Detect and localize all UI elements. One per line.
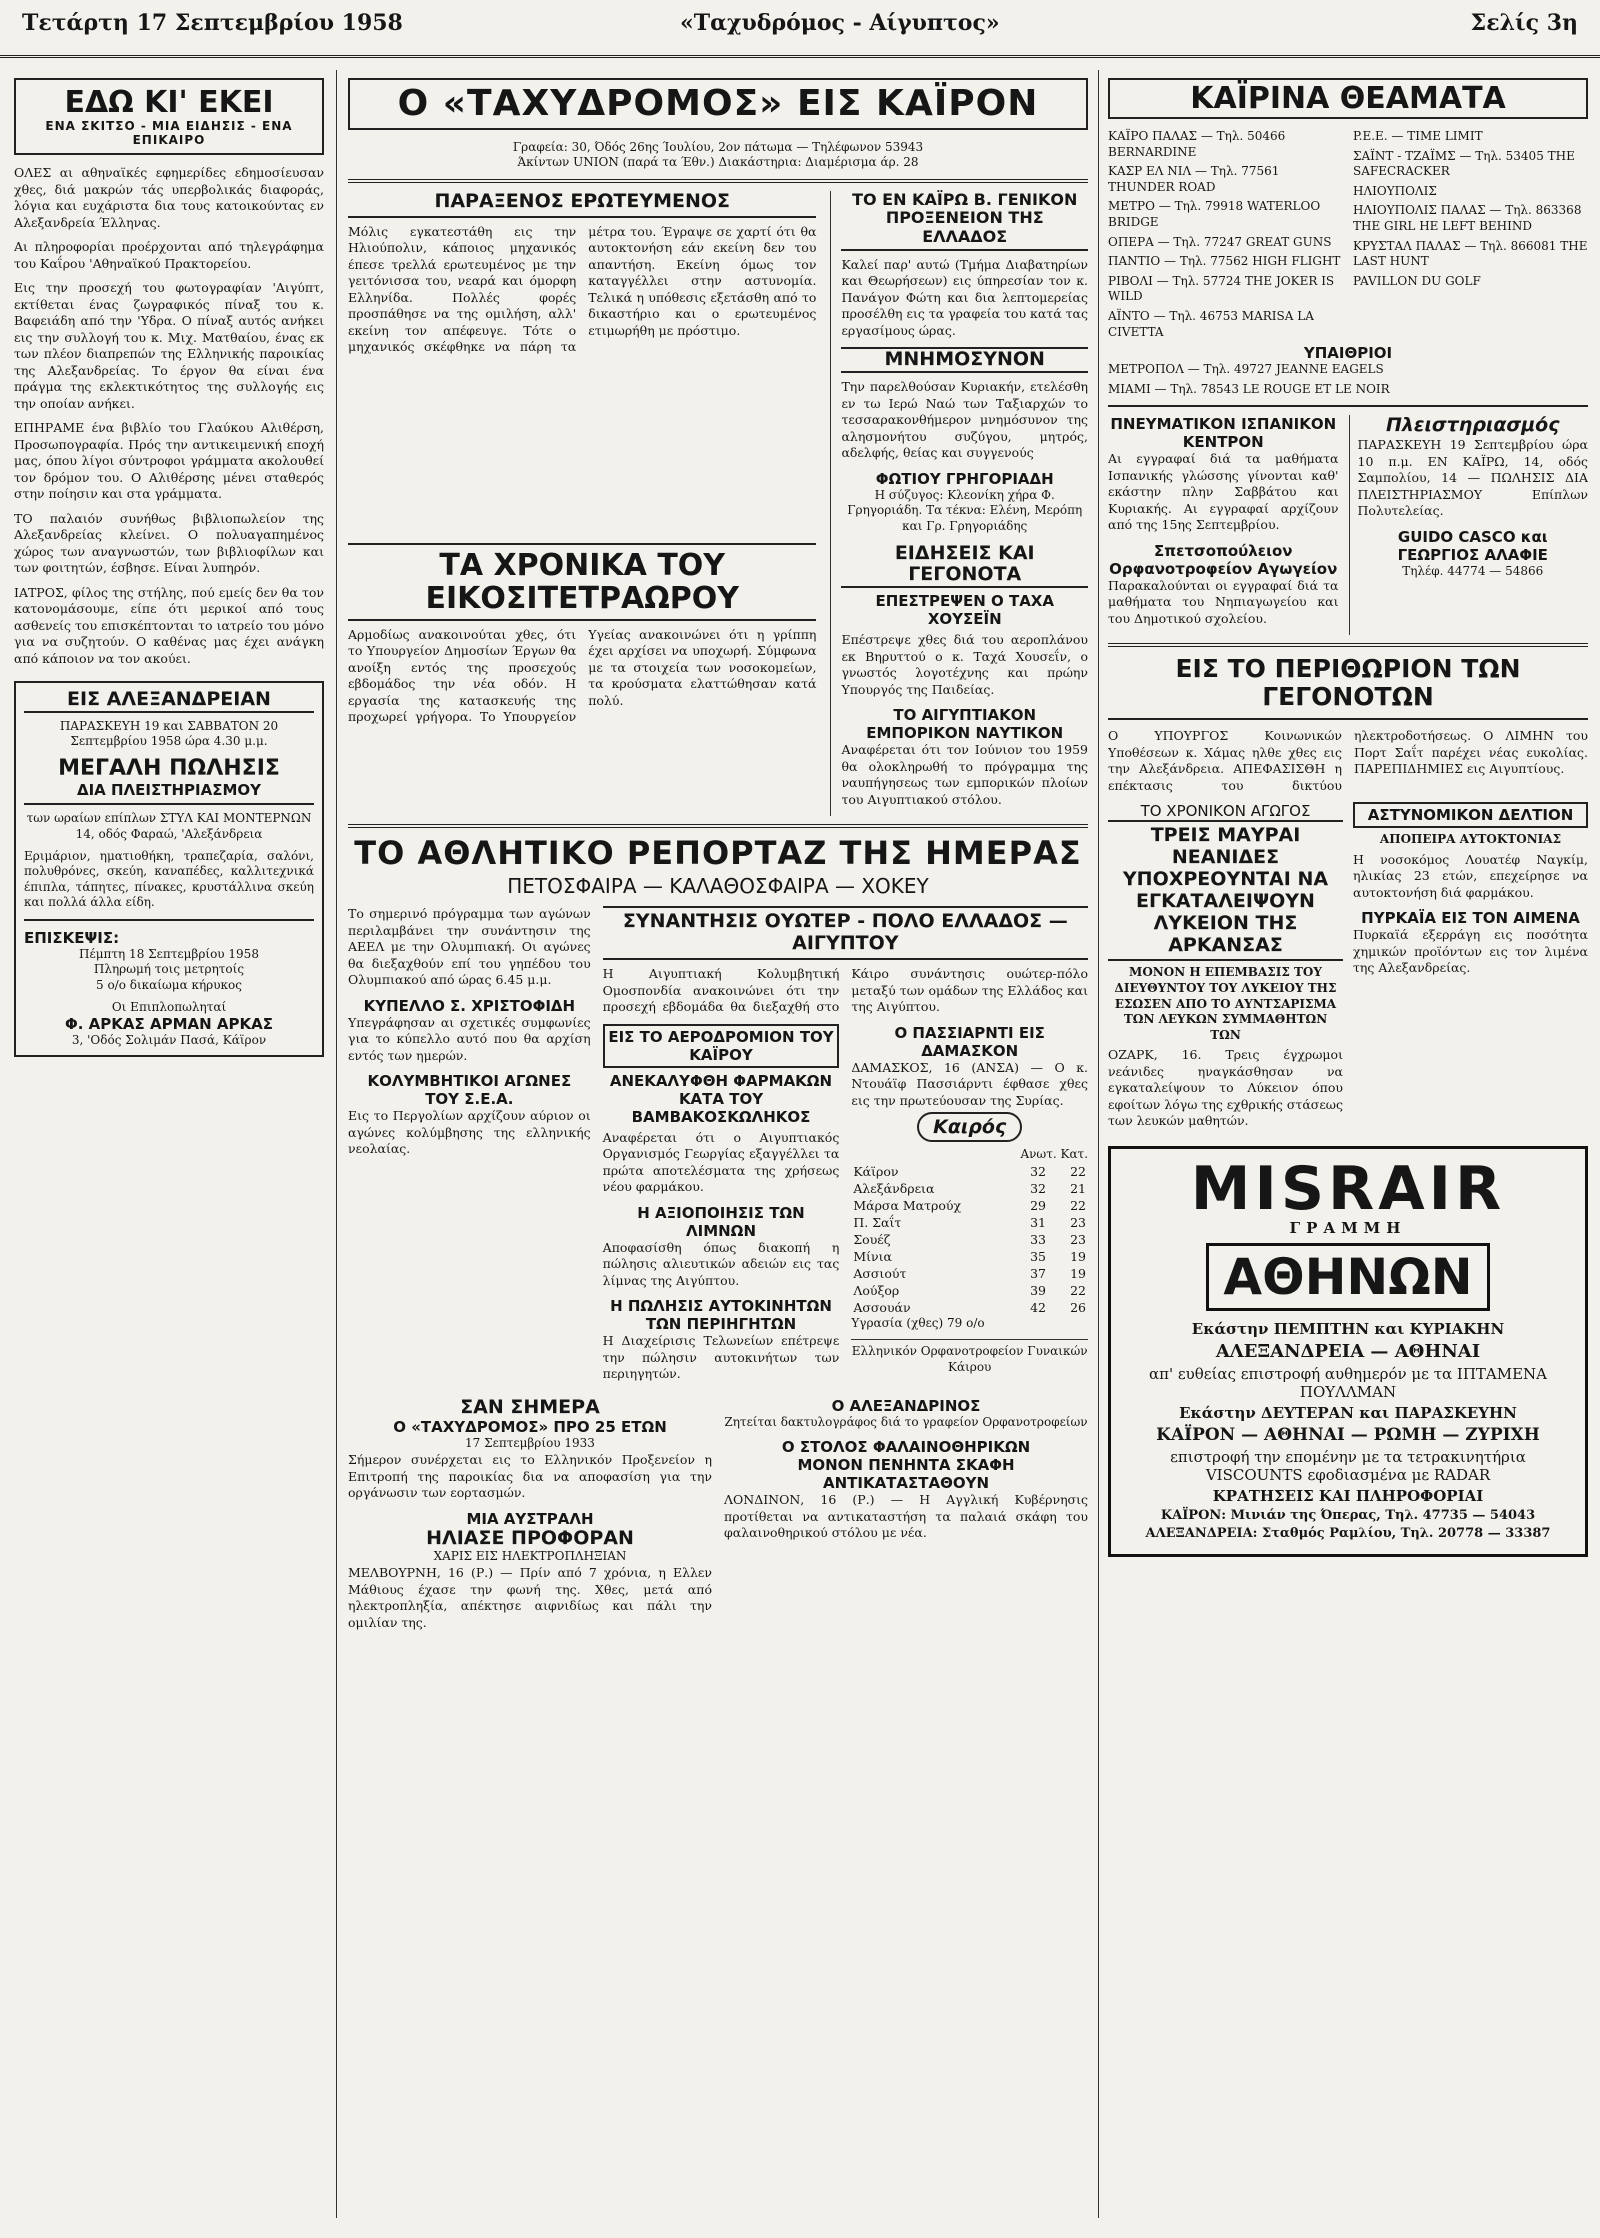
- cinema-listing: ΚΑΪΡΟ ΠΑΛΑΣ — Τηλ. 50466 BERNARDINE: [1108, 129, 1286, 159]
- notice-title: ΤΟ ΕΝ ΚΑΪΡΩ Β. ΓΕΝΙΚΟΝ ΠΡΟΞΕΝΕΙΟΝ ΤΗΣ ΕΛΛΑΔΟΣ: [841, 191, 1088, 251]
- ad-l9: ΑΛΕΞΑΝΔΡΕΙΑ: Σταθμός Ραμλίου, Τηλ. 20778 — 33387: [1145, 1525, 1551, 1541]
- anniversary: [348, 1397, 712, 1639]
- sport-col-1: [348, 906, 591, 1390]
- article-text: ΕΠΗΡΑΜΕ ένα βιβλίο του Γλαύκου Αλιθέρση, Προσωπογραφία. Πρός την αντικειμενική εποχή μας, όπου λίγοι σύντροφοι γράμματα ακολουθεί τον δρόμον του. Ο Αλιθέρσης μένει σταθερός στην ποίησιν και στα γράμματα.: [14, 420, 324, 501]
- ad-terms: Πληρωμή τοις μετρητοίς: [93, 962, 245, 977]
- news-text: Επέστρεψε χθες διά του αεροπλάνου εκ Βηρυττού ο κ. Ταχά Χουσεΐν, ο γνωστός λογοτέχνης και πρώην Υπουργός της Παιδείας.: [841, 632, 1088, 697]
- article-text: Εις την προσεχή του φωτογραφίαν 'Αιγύπτ, εκτίθεται ένας ζωγραφικός πίναξ του κ. Βαφειάδη από την 'Υδρα. Ο πίναξ αυτός ανήκει εις την συλλογή του κ. Μιχ. Ματθαίου, ένας εκ των πλέον διαπρεπών της Ελληνικής παροικίας της Αλεξανδρείας. Το έργον θα είναι ένα πράγμα της εκλεκτικότητος της συλλογής εις την οποίαν ανήκει.: [14, 280, 324, 411]
- weather-note: Υγρασία (χθες) 79 ο/ο: [851, 1315, 985, 1330]
- ad-line: ΓΡΑΜΜΗ: [1289, 1218, 1407, 1237]
- column-2: [348, 78, 1088, 2222]
- open-air-list: [1108, 362, 1588, 397]
- naut-title: ΤΟ ΑΙΓΥΠΤΙΑΚΟΝ ΕΜΠΟΡΙΚΟΝ ΝΑΥΤΙΚΟΝ: [866, 706, 1064, 743]
- police-bulletin: [1353, 802, 1588, 1138]
- cinema-listing: ΜΕΤΡΟ — Τηλ. 79918 WATERLOO BRIDGE: [1108, 199, 1321, 229]
- issue-date: Τετάρτη 17 Σεπτεμβρίου 1958: [22, 10, 403, 36]
- weather-temp: 23: [1070, 1214, 1087, 1230]
- past-title: ΤΟ ΧΡΟΝΙΚΟΝ ΑΓΩΓΟΣ: [1140, 802, 1311, 821]
- cinema-listing: PAVILLON DU GOLF: [1353, 273, 1481, 288]
- auction-title: Πλειστηριασμός: [1385, 414, 1560, 437]
- memorial-name: ΦΩΤΙΟΥ ΓΡΗΓΟΡΙΑΔΗ: [875, 469, 1054, 488]
- sw-sub: ΜΟΝΟΝ ΠΕΝΗΝΤΑ ΣΚΑΦΗ ΑΝΤΙΚΑΤΑΣΤΑΘΟΥΝ: [797, 1456, 1015, 1493]
- story-title: ΠΑΡΑΞΕΝΟΣ ΕΡΩΤΕΥΜΕΝΟΣ: [348, 191, 816, 218]
- cinemas-grid: [1108, 129, 1588, 344]
- weather-temp: 22: [1070, 1197, 1087, 1213]
- ad-l6: επιστροφή την επομένην με τα τετρακινητήρια VISCOUNTS εφοδιασμένα με RADAR: [1170, 1447, 1526, 1484]
- weather-city: Κάϊρον: [853, 1163, 899, 1179]
- weather-temp: 19: [1070, 1248, 1087, 1264]
- orph2-title: Σπετσοπούλειον Ορφανοτροφείον Αγωγείον: [1109, 541, 1338, 578]
- article-text: ΤΟ παλαιόν συνήθως βιβλιοπωλείον της Αλεξανδρείας κλείνει. Ο πολυαγαπημένος χώρος των αναγνωστών, των βιβλιοφίλων και των φοιτητών, έσβησε. Είναι λυπηρόν.: [14, 510, 324, 575]
- weather-row: [851, 1197, 1088, 1214]
- weather-row: [851, 1231, 1088, 1248]
- astyn-title: ΑΣΤΥΝΟΜΙΚΟΝ ΔΕΛΤΙΟΝ: [1353, 802, 1588, 828]
- auction-notice: [1349, 415, 1589, 635]
- memorial-title: ΜΝΗΜΟΣΥΝΟΝ: [841, 347, 1088, 373]
- three-title: ΤΡΕΙΣ ΜΑΥΡΑΙ ΝΕΑΝΙΔΕΣ ΥΠΟΧΡΕΟΥΝΤΑΙ ΝΑ ΕΓΚΑΤΑΛΕΙΨΟΥΝ ΛΥΚΕΙΟΝ ΤΗΣ ΑΡΚΑΝΣΑΣ: [1108, 820, 1343, 961]
- car-text: Η Διαχείρισις Τελωνείων επέτρεψε την πώλησιν αυτοκινήτων των περιηγητών.: [602, 1333, 840, 1382]
- ad-l7: ΚΡΑΤΗΣΕΙΣ ΚΑΙ ΠΛΗΡΟΦΟΡΙΑΙ: [1212, 1486, 1484, 1505]
- center-top-row: [348, 191, 1088, 543]
- anniv-text: Σήμερον συνέρχεται εις το Ελληνικόν Προξενείον η Επιτροπή της παροικίας δια να αποφασίση για την οργάνωσιν των εορτασμών.: [348, 1452, 712, 1501]
- port-text: Αποφασίσθη όπως διακοπή η πώλησις αλιευτικών αδειών εις τας λίμνας της Αιγύπτου.: [602, 1239, 840, 1288]
- sw-title: Ο ΣΤΟΛΟΣ ΦΑΛΑΙΝΟΘΗΡΙΚΩΝ: [781, 1438, 1031, 1457]
- orphanage-notice: Ελληνικόν Ορφανοτροφείον Γυναικών Κάιρου: [851, 1339, 1088, 1375]
- cinemas-title: ΚΑΪΡΙΝΑ ΘΕΑΜΑΤΑ: [1190, 81, 1506, 116]
- center-header: Ο «ΤΑΧΥΔΡΟΜΟΣ» ΕΙΣ ΚΑΪΡΟΝ: [397, 83, 1039, 124]
- ad-auctioneers: Οι Επιπλοπωληταί: [111, 999, 227, 1014]
- air-title: ΕΙΣ ΤΟ ΑΕΡΟΔΡΟΜΙΟΝ ΤΟΥ ΚΑΪΡΟΥ: [603, 1024, 840, 1068]
- astyn-text: Η νοσοκόμος Λουατέφ Ναγκίμ, ηλικίας 23 ετών, επεχείρησε να αυτοκτονήση διά φαρμάκου.: [1353, 851, 1588, 900]
- naut-text: Αναφέρεται ότι τον Ιούνιον του 1959 θα ολοκληρωθή το πρόγραμμα της ναυπήγησεως των εμπορικών πλοίων του Αιγυπτιακού στόλου.: [841, 742, 1088, 807]
- office-address-2: Άκίντων UNION (παρά τα Έθν.) Διακάστηρια: Διαμέρισμα άρ. 28: [517, 155, 919, 170]
- weather-city: Ασσιούτ: [853, 1265, 907, 1281]
- weather-temp: 31: [1030, 1214, 1047, 1230]
- weather-city: Λούξορ: [853, 1282, 900, 1298]
- weather-row: [851, 1214, 1088, 1231]
- cinema-listing: ΟΠΕΡΑ — Τηλ. 77247 GREAT GUNS: [1108, 234, 1332, 249]
- weather-temp: 42: [1030, 1299, 1047, 1315]
- swim-text: Εις το Περγολίων αρχίζουν αύριον οι αγώνες κολύμβησης της ελληνικής νεολαίας.: [348, 1108, 591, 1157]
- air-text: Αναφέρεται ότι ο Αιγυπτιακός Οργανισμός Γεωργίας εξαγγέλλει τα πρώτα αποτελέσματα της χρήσεως νέου φαρμάκου.: [602, 1129, 840, 1195]
- story-text: Αρμοδίως ανακοινούται χθες, ότι το Υπουργείον Δημοσίων Έργων θα ανοίξη εντός της προσεχούς εβδομάδος την νέα οδόν. Η εργασία της κατασκευής της προχωρεί γρήγορα. Το Υπουργείον Υγείας ανακοινώνει ότι η γρίππη έχει αρχίσει να υποχωρή. Σύμφωνα με τα στοιχεία των νοσοκομείων, τα κρούσματα ελαττώθησαν κατά πολύ.: [348, 626, 817, 725]
- aus-title: ΜΙΑ ΑΥΣΤΡΑΛΗ: [466, 1509, 594, 1528]
- ad-l8: ΚΑΪΡΟΝ: Μινιάν της Όπερας, Τηλ. 47735 — 54043: [1160, 1507, 1536, 1523]
- sport-col-2: [603, 906, 1088, 1390]
- lower-center: [603, 1024, 1088, 1391]
- misrair-ad: [1108, 1146, 1588, 1557]
- weather-temp: 29: [1030, 1197, 1047, 1213]
- cinema-listing: ΠΑΝΤΙΟ — Τηλ. 77562 HIGH FLIGHT: [1108, 254, 1341, 269]
- sport-title: ΤΟ ΑΘΛΗΤΙΚΟ ΡΕΠΟΡΤΑΖ ΤΗΣ ΗΜΕΡΑΣ: [354, 834, 1082, 873]
- ad-l2: ΑΛΕΞΑΝΔΡΕΙΑ — ΑΘΗΝΑΙ: [1215, 1340, 1481, 1362]
- weather-story: [851, 1024, 1088, 1391]
- center-mid-row: [348, 543, 1088, 817]
- story-text: Μόλις εγκατεστάθη εις την Ηλιούπολιν, κάποιος μηχανικός έπεσε τρελλά ερωτευμένος με την γειτόνισσα του, νεαρά και όμορφη Ελληνίδα. Πολλές φορές προσπάθησε να της ομιλήση, αλλ' εκείνη τον απέφευγε. Τότε ο μηχανικός σκέφθηκε να πάρη τα μέτρα του. Έγραψε σε χαρτί ότι θα αυτοκτονήση εάν εκείνη δεν του απαντήση. Εκείνη όμως τον καταγγέλλει στην αστυνομία. Τελικά η υπόθεσις εξετάσθη από το δικαστήριο και ο ερωτευμένος ετιμωρήθη με πρόστιμο.: [348, 223, 817, 355]
- ad-event: ΜΕΓΑΛΗ ΠΩΛΗΣΙΣ: [58, 756, 280, 782]
- weather-city: Σουέζ: [853, 1231, 891, 1247]
- news-sub: ΕΠΕΣΤΡΕΨΕΝ Ο ΤΑΧΑ ΧΟΥΣΕΪΝ: [875, 592, 1054, 629]
- sw-text: ΛΟΝΔΙΝΟΝ, 16 (Ρ.) — Η Αγγλική Κυβέρνησις προτίθεται να αντικαταστήση τα παλαιά σκάφη του φαλαινοθηρικού στόλου με νέα.: [724, 1492, 1088, 1541]
- ad-sub: ΔΙΑ ΠΛΕΙΣΤΗΡΙΑΣΜΟΥ: [24, 781, 314, 805]
- weather-temp: 19: [1070, 1265, 1087, 1281]
- weather-head: Ανωτ. Κατ.: [1020, 1146, 1088, 1161]
- auction-tel: Τηλέφ. 44774 — 54866: [1402, 563, 1544, 578]
- orph-title: Ο ΑΛΕΞΑΝΔΡΙΝΟΣ: [831, 1396, 981, 1415]
- cinema-listing: ΗΛΙΟΥΠΟΛΙΣ: [1353, 183, 1437, 198]
- black-girls-story: [1108, 802, 1343, 1138]
- weather-temp: 33: [1030, 1231, 1047, 1247]
- weather-temp: 26: [1070, 1299, 1087, 1315]
- article-text: Αι πληροφορίαι προέρχονται από τηλεγράφημα του Καΐρου 'Αθηναϊκού Πρακτορείου.: [14, 239, 324, 271]
- anniv-date: 17 Σεπτεμβρίου 1933: [465, 1436, 595, 1451]
- weather-temp: 21: [1070, 1180, 1087, 1196]
- weather-temp: 32: [1030, 1180, 1047, 1196]
- ad-commission: 5 ο/ο δικαίωμα κήρυκος: [96, 978, 242, 993]
- cinema-listing: ΜΙΑΜΙ — Τηλ. 78543 LE ROUGE ET LE NOIR: [1108, 381, 1390, 396]
- notice-text: Καλεί παρ' αυτώ (Τμήμα Διαβατηρίων και Θεωρήσεων) εις ύπηρεσίαν τον κ. Πανάγον Φώτη και δια λεπτομερείας προσέλθη εις τα γραφεία του κατά τας εργασίμους ώρας.: [841, 256, 1088, 338]
- fire-title: ΠΥΡΚΑΪΑ ΕΙΣ ΤΟΝ ΑΙΜΕΝΑ: [1361, 909, 1580, 928]
- ad-names: Φ. ΑΡΚΑΣ ΑΡΜΑΝ ΑΡΚΑΣ: [65, 1015, 273, 1034]
- cinema-listing: ΑΪΝΤΟ — Τηλ. 46753 MARISA LA CIVETTA: [1108, 308, 1314, 339]
- cinema-listing: ΜΕΤΡΟΠΟΛ — Τηλ. 49727 JEANNE EAGELS: [1108, 362, 1384, 377]
- cinema-listing: P.E.E. — TIME LIMIT: [1353, 129, 1483, 143]
- weather-table: [851, 1163, 1088, 1316]
- col3-mid: [1108, 415, 1588, 635]
- office-address: Γραφεία: 30, Όδός 26ης Ίουλίου, 2ον πάτωμα — Τηλέφωνον 53943: [512, 139, 924, 154]
- weather-row: [851, 1180, 1088, 1197]
- three-sub: ΜΟΝΟΝ Η ΕΠΕΜΒΑΣΙΣ ΤΟΥ ΔΙΕΥΘΥΝΤΟΥ ΤΟΥ ΛΥΚΕΙΟΥ ΤΗΣ ΕΣΩΣΕΝ ΑΠΟ ΤΟ ΑΥΝΤΣΑΡΙΣΜΑ ΤΩΝ ΛΕΥΚΩΝ ΣΥΜΜΑΘΗΤΩΝ ΤΩΝ: [1114, 965, 1337, 1042]
- masthead: [0, 0, 1600, 58]
- perith-text: Ο ΥΠΟΥΡΓΟΣ Κοινωνικών Υποθέσεων κ. Χάμας ηλθε χθες εις την Αλεξάνδρεια. ΑΠΕΦΑΣΙΣΘΗ η επέκτασις του δικτύου ηλεκτροδοτήσεως. Ο ΛΙΜΗΝ του Πορτ Σαΐτ παρέχει νέας ευκολίας. ΠΑΡΕΠΙΔΗΜΙΕΣ εις Αιγυπτίους.: [1108, 728, 1588, 793]
- memorial-signature: Η σύζυγος: Κλεονίκη χήρα Φ. Γρηγοριάδη. Τα τέκνα: Ελένη, Μερόπη και Γρ. Γρηγοριάδης: [847, 487, 1083, 533]
- weather-city: Μίνια: [853, 1248, 892, 1264]
- weather-row: [851, 1248, 1088, 1265]
- swim-title: ΚΟΛΥΜΒΗΤΙΚΟΙ ΑΓΩΝΕΣ ΤΟΥ Σ.Ε.Α.: [367, 1072, 572, 1109]
- weather-temp: 23: [1070, 1231, 1087, 1247]
- edo-ki-ekei-header: [14, 78, 324, 155]
- three-text: ΟΖΑΡΚ, 16. Τρεις έγχρωμοι νεάνιδες ηναγκάσθησαν να εγκαταλείψουν το Λύκειον όπου εφοίτων λόγω της εχθρικής στάσεως των λευκών μαθητών.: [1108, 1047, 1343, 1129]
- weather-label: Καιρός: [917, 1112, 1022, 1142]
- air-sub: ΑΝΕΚΑΛΥΦΘΗ ΦΑΡΜΑΚΩΝ ΚΑΤΑ ΤΟΥ ΒΑΜΒΑΚΟΣΚΩΛΗΚΟΣ: [609, 1071, 833, 1126]
- ad-l4: Εκάστην ΔΕΥΤΕΡΑΝ και ΠΑΡΑΣΚΕΥΗΝ: [1179, 1403, 1517, 1422]
- memorial-text: Την παρελθούσαν Κυριακήν, ετελέσθη εν τω Ιερώ Ναώ των Ταξιαρχών το τεσσαρακονθήμερον μνημόσυνον της αλησμονήτου συζύγου, μητρός, αδελφής, θείας και συγγενούς: [841, 379, 1088, 461]
- cinema-listing: ΣΑΪΝΤ - ΤΖΑΪΜΣ — Τηλ. 53405 THE SAFECRACKER: [1353, 148, 1575, 179]
- ad-l1: Εκάστην ΠΕΜΠΤΗΝ και ΚΥΡΙΑΚΗΝ: [1191, 1319, 1505, 1338]
- weather-city: Π. Σαΐτ: [853, 1214, 902, 1230]
- ad-dates: ΠΑΡΑΣΚΕΥΗ 19 και ΣΑΒΒΑΤΟΝ 20 Σεπτεμβρίου 1958 ώρα 4.30 μ.μ.: [59, 718, 279, 749]
- open-air-title: ΥΠΑΙΘΡΙΟΙ: [1303, 344, 1393, 363]
- ad-destination: ΑΘΗΝΩΝ: [1206, 1243, 1489, 1311]
- auction-text: ΠΑΡΑΣΚΕΥΗ 19 Σεπτεμβρίου ώρα 10 π.μ. ΕΝ ΚΑΪΡΩ, 14, οδός Σαμπολίου, 14 — ΠΩΛΗΣΙΣ ΔΙΑ ΠΛΕΙΣΤΗΡΙΑΣΜΟΥ Επίπλων Πολυτελείας.: [1357, 437, 1588, 519]
- weather-temp: 32: [1030, 1163, 1047, 1179]
- aus-sub2: ΧΑΡΙΣ ΕΙΣ ΗΛΕΚΤΡΟΠΛΗΞΙΑΝ: [433, 1549, 627, 1564]
- news-events: [830, 543, 1088, 817]
- weather-box: [851, 1117, 1088, 1139]
- cinema-listing: ΚΑΣΡ ΕΛ ΝΙΛ — Τηλ. 77561 THUNDER ROAD: [1108, 164, 1280, 194]
- cinema-listing: ΗΛΙΟΥΠΟΛΙΣ ΠΑΛΑΣ — Τηλ. 863368 THE GIRL HE LEFT BEHIND: [1353, 203, 1582, 233]
- article-text: ΙΑΤΡΟΣ, φίλος της στήλης, πού εμείς δεν θα τον κατονομάσουμε, είπε ότι μερικοί από τους ασθενείς του επισκέπτονται το ιατρείο του μόνο για να συζητούν. Ο καθένας μας έχει ανάγκη από κάποιον να τον ακούει.: [14, 584, 324, 666]
- anniv-title: ΣΑΝ ΣΗΜΕΡΑ: [460, 1395, 600, 1418]
- weather-row: [851, 1265, 1088, 1282]
- pt-text: ΔΑΜΑΣΚΟΣ, 16 (ΑΝΣΑ) — Ο κ. Ντουάϊφ Πασσιάρντι έφθασε χθες εις την πρωτεύουσαν της Συρίας.: [851, 1059, 1088, 1108]
- story-title: ΤΑ ΧΡΟΝΙΚΑ ΤΟΥ ΕΙΚΟΣΙΤΕΤΡΑΩΡΟΥ: [348, 543, 816, 621]
- ad-title: ΕΙΣ ΑΛΕΞΑΝΔΡΕΙΑΝ: [24, 689, 314, 713]
- article-text: ΟΛΕΣ αι αθηναϊκές εφημερίδες εδημοσίευσαν χθες, διά μακρών τάς υπερβολικάς διαφοράς, λόγια και ευχάριστα δια τους κατοικούντας εν Αλεξανδρεία Έλληνας.: [14, 165, 324, 230]
- aus-sub: ΗΛΙΑΣΕ ΠΡΟΦΟΡΑΝ: [426, 1526, 634, 1549]
- section-title: ΕΔΩ ΚΙ' ΕΚΕΙ: [64, 85, 274, 120]
- cup-title: ΚΥΠΕΛΛΟ Σ. ΧΡΙΣΤΟΦΙΔΗ: [363, 996, 576, 1015]
- section-subtitle: ΕΝΑ ΣΚΙΤΣΟ - ΜΙΑ ΕΙΔΗΣΙΣ - ΕΝΑ ΕΠΙΚΑΙΡΟ: [45, 119, 293, 147]
- sport-sub: ΠΕΤΟΣΦΑΙΡΑ — ΚΑΛΑΘΟΣΦΑΙΡΑ — ΧΟΚΕΥ: [507, 874, 929, 899]
- ad-l5: ΚΑΪΡΟΝ — ΑΘΗΝΑΙ — ΡΩΜΗ — ΖΥΡΙΧΗ: [1156, 1424, 1540, 1445]
- news-title: ΕΙΔΗΣΕΙΣ ΚΑΙ ΓΕΓΟΝΟΤΑ: [841, 543, 1088, 589]
- weather-temp: 22: [1070, 1163, 1087, 1179]
- ad-venue: των ωραίων επίπλων ΣΤΥΛ ΚΑΙ ΜΟΝΤΕΡΝΩΝ 14, οδός Φαραώ, 'Αλεξάνδρεια: [26, 811, 312, 841]
- pt-title: Ο ΠΑΣΣΙΑΡΝΤΙ ΕΙΣ ΔΑΜΑΣΚΟΝ: [894, 1023, 1045, 1060]
- cinema-listing: ΡΙΒΟΛΙ — Τηλ. 57724 THE JOKER IS WILD: [1108, 273, 1335, 304]
- weather-temp: 37: [1030, 1265, 1047, 1281]
- ad-visit-date: Πέμπτη 18 Σεπτεμβρίου 1958: [79, 946, 259, 961]
- taxydromos-header: [348, 78, 1088, 130]
- story-strange-lover: [348, 191, 816, 543]
- consulate-notice: [830, 191, 1088, 543]
- polo-text: Η Αιγυπτιακή Κολυμβητική Ομοσπονδία ανακοινώνει ότι την προσεχή εβδομάδα θα διεξαχθή στο Κάιρο συνάντησις ουώτερ-πόλο μεταξύ των ομάδων της Ελλάδος και της Αιγύπτου.: [602, 966, 1088, 1015]
- astyn-sub: ΑΠΟΠΕΙΡΑ ΑΥΤΟΚΤΟΝΙΑΣ: [1379, 832, 1562, 847]
- car-title: Η ΠΩΛΗΣΙΣ ΑΥΤΟΚΙΝΗΤΩΝ ΤΩΝ ΠΕΡΙΗΓΗΤΩΝ: [610, 1297, 832, 1334]
- weather-temp: 39: [1030, 1282, 1047, 1298]
- col3-lower: [1108, 802, 1588, 1138]
- sport-text: Το σημερινό πρόγραμμα των αγώνων περιλαμβάνει την συνάντησιν της ΑΕΕΛ με την Ολυμπιακή. Οι αγώνες θα διεξαχθούν επί του γηπέδου του Ολυμπιακού από ώρας 6.45 μ.μ.: [348, 906, 591, 988]
- fire-text: Πυρκαϊά εξερράγη εις ποσότητα χημικών προϊόντων εις τον λιμένα της Αλεξανδρείας.: [1353, 927, 1588, 976]
- ad-address: 3, 'Οδός Σολιμάν Πασά, Κάϊρον: [71, 1033, 267, 1048]
- orph-sub: Ζητείται δακτυλογράφος διά το γραφείον Ορφανοτροφείων: [724, 1414, 1088, 1429]
- weather-row: [851, 1163, 1088, 1180]
- weather-temp: 22: [1070, 1282, 1087, 1298]
- ad-text: Εριμάριον, ηματιοθήκη, τραπεζαρία, σαλόνι, πολυθρόνες, σκεύη, καναπέδες, καλλιτεχνικά έπιπλα, τάπητες, πίνακες, κρυστάλλινα σκεύη και πολλά άλλα είδη.: [24, 848, 314, 910]
- sport-columns: [348, 906, 1088, 1390]
- weather-row: [851, 1299, 1088, 1316]
- weather-city: Ασσουάν: [853, 1299, 911, 1315]
- whaling-story: [724, 1397, 1088, 1639]
- cinema-listing: ΚΡΥΣΤΑΛ ΠΑΛΑΣ — Τηλ. 866081 THE LAST HUNT: [1353, 238, 1588, 269]
- story-24h: [348, 543, 816, 817]
- perith-title: ΕΙΣ ΤΟ ΠΕΡΙΘΩΡΙΟΝ ΤΩΝ ΓΕΓΟΝΟΤΩΝ: [1175, 654, 1521, 711]
- column-1: [14, 78, 324, 2222]
- column-3: [1108, 78, 1588, 2222]
- weather-temp: 35: [1030, 1248, 1047, 1264]
- pneuma-title: ΠΝΕΥΜΑΤΙΚΟΝ ΙΣΠΑΝΙΚΟΝ ΚΕΝΤΡΟΝ: [1110, 415, 1337, 452]
- weather-city: Μάρσα Ματρούχ: [853, 1197, 962, 1213]
- pneuma-text: Αι εγγραφαί διά τα μαθήματα Ισπανικής γλώσσης γίνονται καθ' εκάστην πλην Σαββάτου και Κυριακής. Αι εγγραφαί αρχίζουν από της 15ης Σεπτεμβρίου.: [1108, 451, 1339, 533]
- cinemas-list-2: [1353, 129, 1588, 344]
- airport-story: [603, 1024, 840, 1391]
- auction-ad-alexandria: [14, 681, 324, 1057]
- ad-l3: απ' ευθείας επιστροφή αυθημερόν με τα ΙΠΤΑΜΕΝΑ ΠΟΥΛΛΜΑΝ: [1148, 1364, 1548, 1401]
- auction-sig: GUIDO CASCO και ΓΕΩΡΓΙΟΣ ΑΛΑΦΙΕ: [1397, 527, 1548, 564]
- center-bottom-row: [348, 1397, 1088, 1639]
- weather-city: Αλεξάνδρεια: [853, 1180, 935, 1196]
- polo-title: ΣΥΝΑΝΤΗΣΙΣ ΟΥΩΤΕΡ - ΠΟΛΟ ΕΛΛΑΔΟΣ — ΑΙΓΥΠΤΟΥ: [603, 906, 1088, 960]
- ad-visit-title: ΕΠΙΣΚΕΨΙΣ:: [24, 928, 120, 947]
- page-number: Σελίς 3η: [1470, 10, 1578, 36]
- port-title: Η ΑΞΙΟΠΟΙΗΣΙΣ ΤΩΝ ΛΙΜΝΩΝ: [637, 1203, 805, 1240]
- cinemas-list-1: [1108, 129, 1343, 344]
- aus-text: ΜΕΛΒΟΥΡΝΗ, 16 (Ρ.) — Πρίν από 7 χρόνια, η Ελλεν Μάθιους έχασε την φωνή της. Χθες, μετά από ηλεκτροπληξία, απέκτησε αιφνιδίως και πάλι την ομιλίαν της.: [348, 1565, 712, 1630]
- orph2-text: Παρακαλούνται οι εγγραφαί διά τα μαθήματα του Νηπιαγωγείου και του Δημοτικού σχολείου.: [1108, 577, 1339, 626]
- weather-row: [851, 1282, 1088, 1299]
- cinemas-header: [1108, 78, 1588, 119]
- anniv-sub: Ο «ΤΑΧΥΔΡΟΜΟΣ» ΠΡΟ 25 ΕΤΩΝ: [393, 1418, 667, 1437]
- ad-brand: MISRAIR: [1190, 1153, 1506, 1224]
- paper-name: «Ταχυδρόμος - Αίγυπτος»: [680, 10, 1000, 36]
- cup-text: Υπεγράφησαν αι σχετικές συμφωνίες για το κύπελλο αυτό που θα αρχίση εντός των ημερών.: [348, 1014, 591, 1063]
- spanish-center: [1108, 415, 1339, 635]
